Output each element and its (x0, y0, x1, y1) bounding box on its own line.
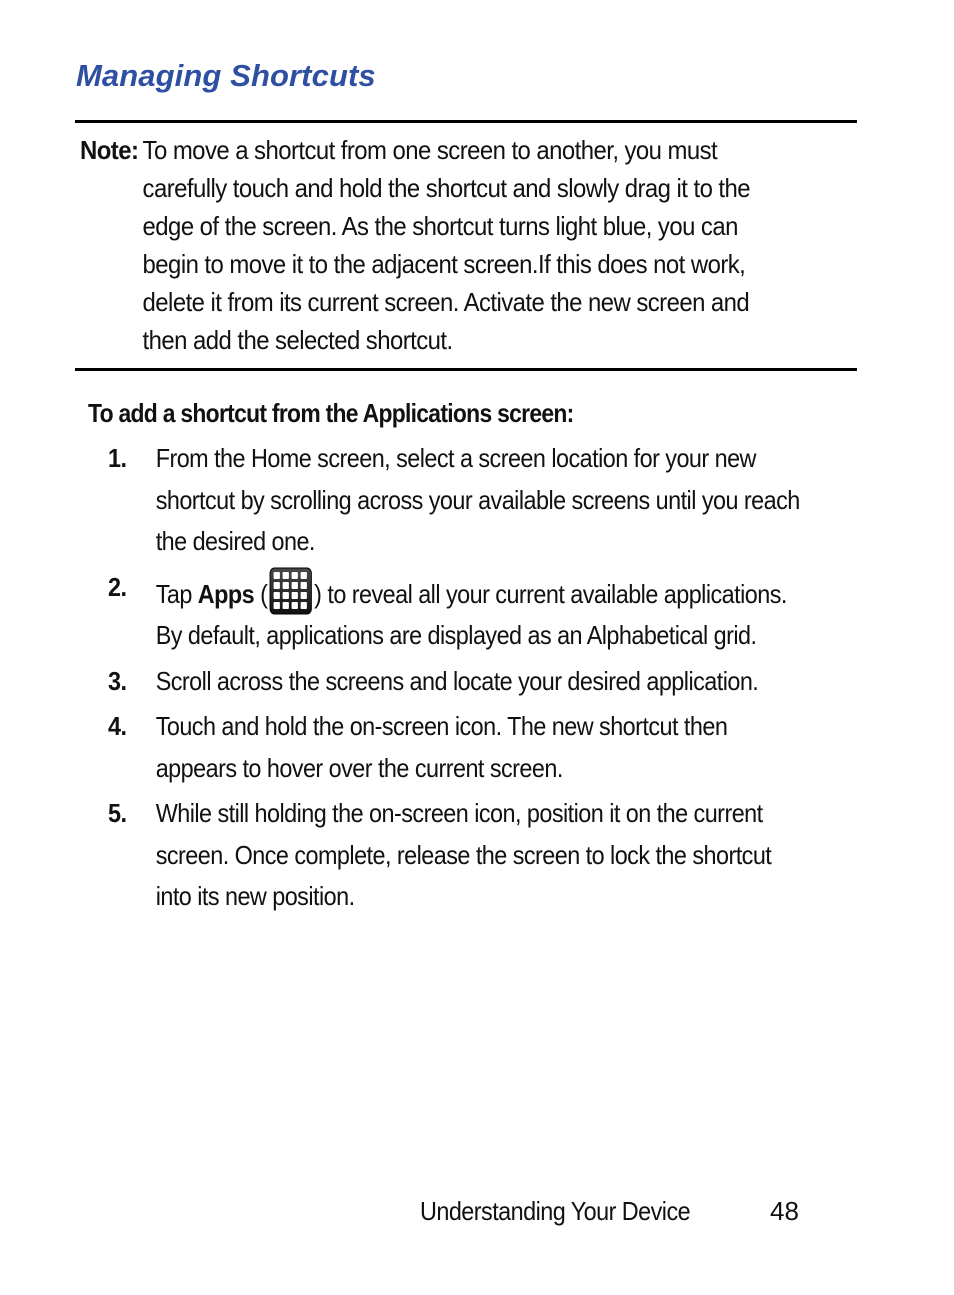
note-text: To move a shortcut from one screen to another, you must carefully touch and hold the shortcut and slowly drag it to the edge of the screen. As the shortcut turns light blue, you can begin to move it to the adjacent screen.If this does not work, delete it from its current screen. Activate the new screen and then add the selected shortcut. (142, 135, 751, 355)
step-3 (108, 661, 810, 703)
step-number: 3. (108, 665, 127, 696)
step-text: While still holding the on-screen icon, position it on the current screen. Once complete, release the screen to lock the shortcut into its new position. (155, 798, 772, 911)
step-number: 4. (108, 711, 127, 741)
procedure-heading: To add a shortcut from the Applications screen: (88, 398, 574, 428)
step-text-pre: Tap (155, 578, 198, 609)
note-label: Note: (80, 135, 139, 165)
apps-grid-icon (269, 567, 312, 615)
step-text-post: ) to reveal all your current available applications. By default, applications are displayed as an Alphabetical grid. (155, 578, 787, 650)
step-2 (108, 567, 810, 657)
note-bottom-divider (75, 368, 857, 371)
apps-label: Apps (197, 578, 255, 609)
section-title: Managing Shortcuts (76, 58, 376, 93)
page-number: 48 (770, 1196, 799, 1226)
step-text: Scroll across the screens and locate your desired application. (155, 665, 759, 696)
procedure-steps (108, 438, 810, 922)
step-5 (108, 793, 810, 918)
step-number: 1. (108, 443, 127, 473)
note-block (80, 131, 779, 359)
step-number: 2. (108, 571, 127, 602)
step-number: 5. (108, 798, 127, 828)
step-1 (108, 438, 810, 563)
step-4 (108, 706, 810, 789)
note-top-divider (75, 120, 857, 123)
step-text-paren: ( (254, 578, 268, 609)
step-text: Touch and hold the on-screen icon. The new shortcut then appears to hover over the current screen. (155, 711, 728, 783)
step-text: From the Home screen, select a screen location for your new shortcut by scrolling across your available screens until you reach the desired one. (155, 443, 800, 556)
footer-chapter: Understanding Your Device (420, 1196, 691, 1226)
